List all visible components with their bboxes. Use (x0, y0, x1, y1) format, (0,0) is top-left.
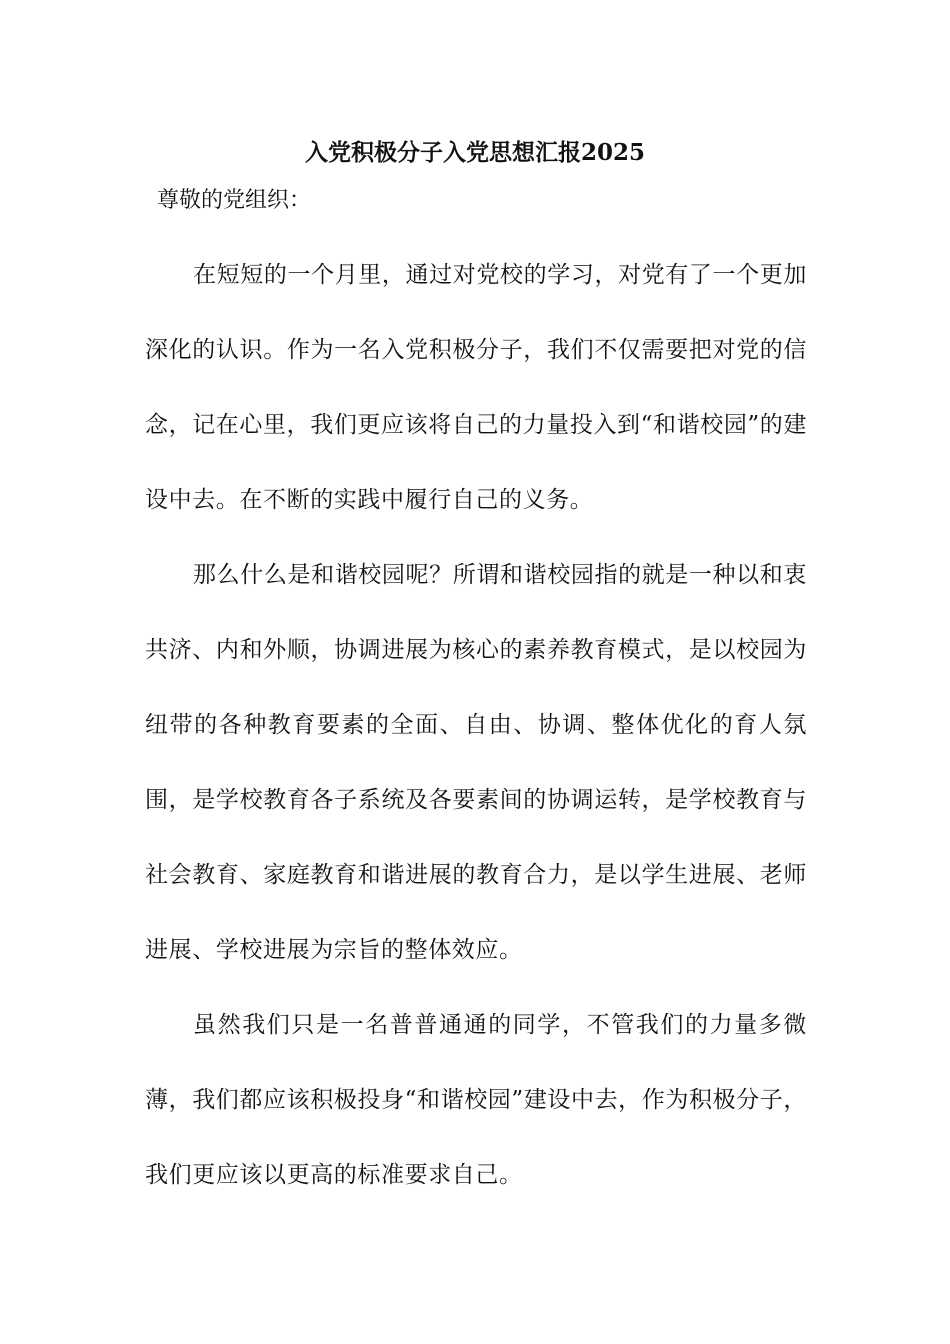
paragraph-3: 虽然我们只是一名普普通通的同学，不管我们的力量多微薄，我们都应该积极投身“和谐校园”建设中去，作为积极分子，我们更应该以更高的标准要求自己。 (145, 1012, 807, 1188)
document-title: 入党积极分子入党思想汇报2025 (304, 139, 645, 166)
paragraph-2: 那么什么是和谐校园呢？所谓和谐校园指的就是一种以和衷共济、内和外顺，协调进展为核心的素养教育模式，是以校园为纽带的各种教育要素的全面、自由、协调、整体优化的育人氛围，是学校教育各子系统及各要素间的协调运转，是学校教育与社会教育、家庭教育和谐进展的教育合力，是以学生进展、老师进展、学校进展为宗旨的整体效应。 (145, 562, 807, 963)
salutation: 尊敬的党组织： (157, 188, 312, 213)
paragraph-1: 在短短的一个月里，通过对党校的学习，对党有了一个更加深化的认识。作为一名入党积极分子，我们不仅需要把对党的信念，记在心里，我们更应该将自己的力量投入到“和谐校园”的建设中去。在不断的实践中履行自己的义务。 (145, 262, 807, 513)
